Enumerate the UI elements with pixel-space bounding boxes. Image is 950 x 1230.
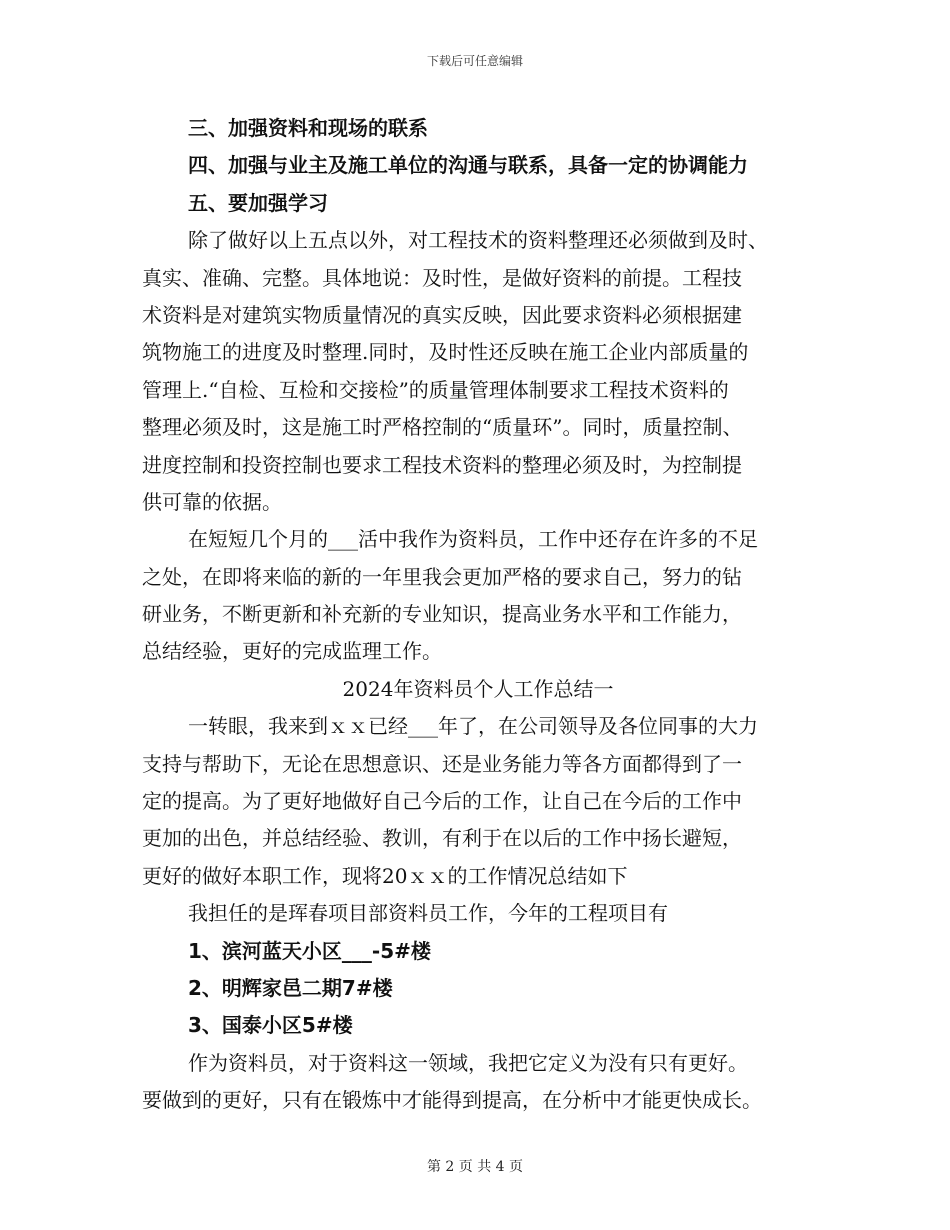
list-item: 1、滨河蓝天小区___-5#楼 — [188, 938, 431, 963]
text-line: 术资料是对建筑实物质量情况的真实反映，因此要求资料必须根据建 — [142, 302, 742, 327]
text-line: 要做到的更好，只有在锻炼中才能得到提高，在分析中才能更快成长。 — [142, 1088, 762, 1113]
text-line: 我担任的是珲春项目部资料员工作，今年的工程项目有 — [188, 901, 668, 926]
text-line: 进度控制和投资控制也要求工程技术资料的整理必须及时，为控制提 — [142, 452, 742, 477]
text-line: 作为资料员，对于资料这一领域，我把它定义为没有只有更好。 — [188, 1050, 748, 1075]
text-line: 支持与帮助下，无论在思想意识、还是业务能力等各方面都得到了一 — [142, 751, 742, 776]
document-body — [142, 110, 814, 1120]
section-title: 2024年资料员个人工作总结一 — [342, 676, 614, 701]
text-line: 真实、准确、完整。具体地说：及时性，是做好资料的前提。工程技 — [142, 265, 742, 290]
text-line: 总结经验，更好的完成监理工作。 — [142, 639, 442, 664]
text-line: 筑物施工的进度及时整理.同时，及时性还反映在施工企业内部质量的 — [142, 340, 749, 365]
list-item: 3、国泰小区5#楼 — [188, 1013, 353, 1038]
text-line: 研业务，不断更新和补充新的专业知识，提高业务水平和工作能力， — [142, 602, 742, 627]
text-line: 四、加强与业主及施工单位的沟通与联系，具备一定的协调能力 — [188, 153, 748, 178]
text-line: 管理上.“自检、互检和交接检”的质量管理体制要求工程技术资料的 — [142, 377, 729, 402]
text-line: 整理必须及时，这是施工时严格控制的“质量环”。同时，质量控制、 — [142, 415, 743, 440]
text-line: 定的提高。为了更好地做好自己今后的工作，让自己在今后的工作中 — [142, 789, 742, 814]
text-line: 更加的出色，并总结经验、教训，有利于在以后的工作中扬长避短， — [142, 826, 742, 851]
text-line: 一转眼，我来到ｘｘ已经___年了，在公司领导及各位同事的大力 — [188, 714, 758, 739]
text-line: 之处，在即将来临的新的一年里我会更加严格的要求自己，努力的钻 — [142, 564, 742, 589]
text-line: 在短短几个月的___活中我作为资料员，工作中还存在许多的不足 — [188, 527, 758, 552]
header-note: 下载后可任意编辑 — [426, 54, 523, 68]
text-line: 五、要加强学习 — [188, 190, 328, 215]
text-line: 更好的做好本职工作，现将20ｘｘ的工作情况总结如下 — [142, 863, 628, 888]
page-footer: 第 2 页 共 4 页 — [426, 1159, 524, 1175]
text-line: 三、加强资料和现场的联系 — [188, 116, 428, 140]
list-item: 2、明辉家邑二期7#楼 — [188, 975, 393, 1000]
text-line: 供可靠的依据。 — [142, 489, 282, 514]
text-line: 除了做好以上五点以外，对工程技术的资料整理还必须做到及时、 — [188, 228, 768, 253]
